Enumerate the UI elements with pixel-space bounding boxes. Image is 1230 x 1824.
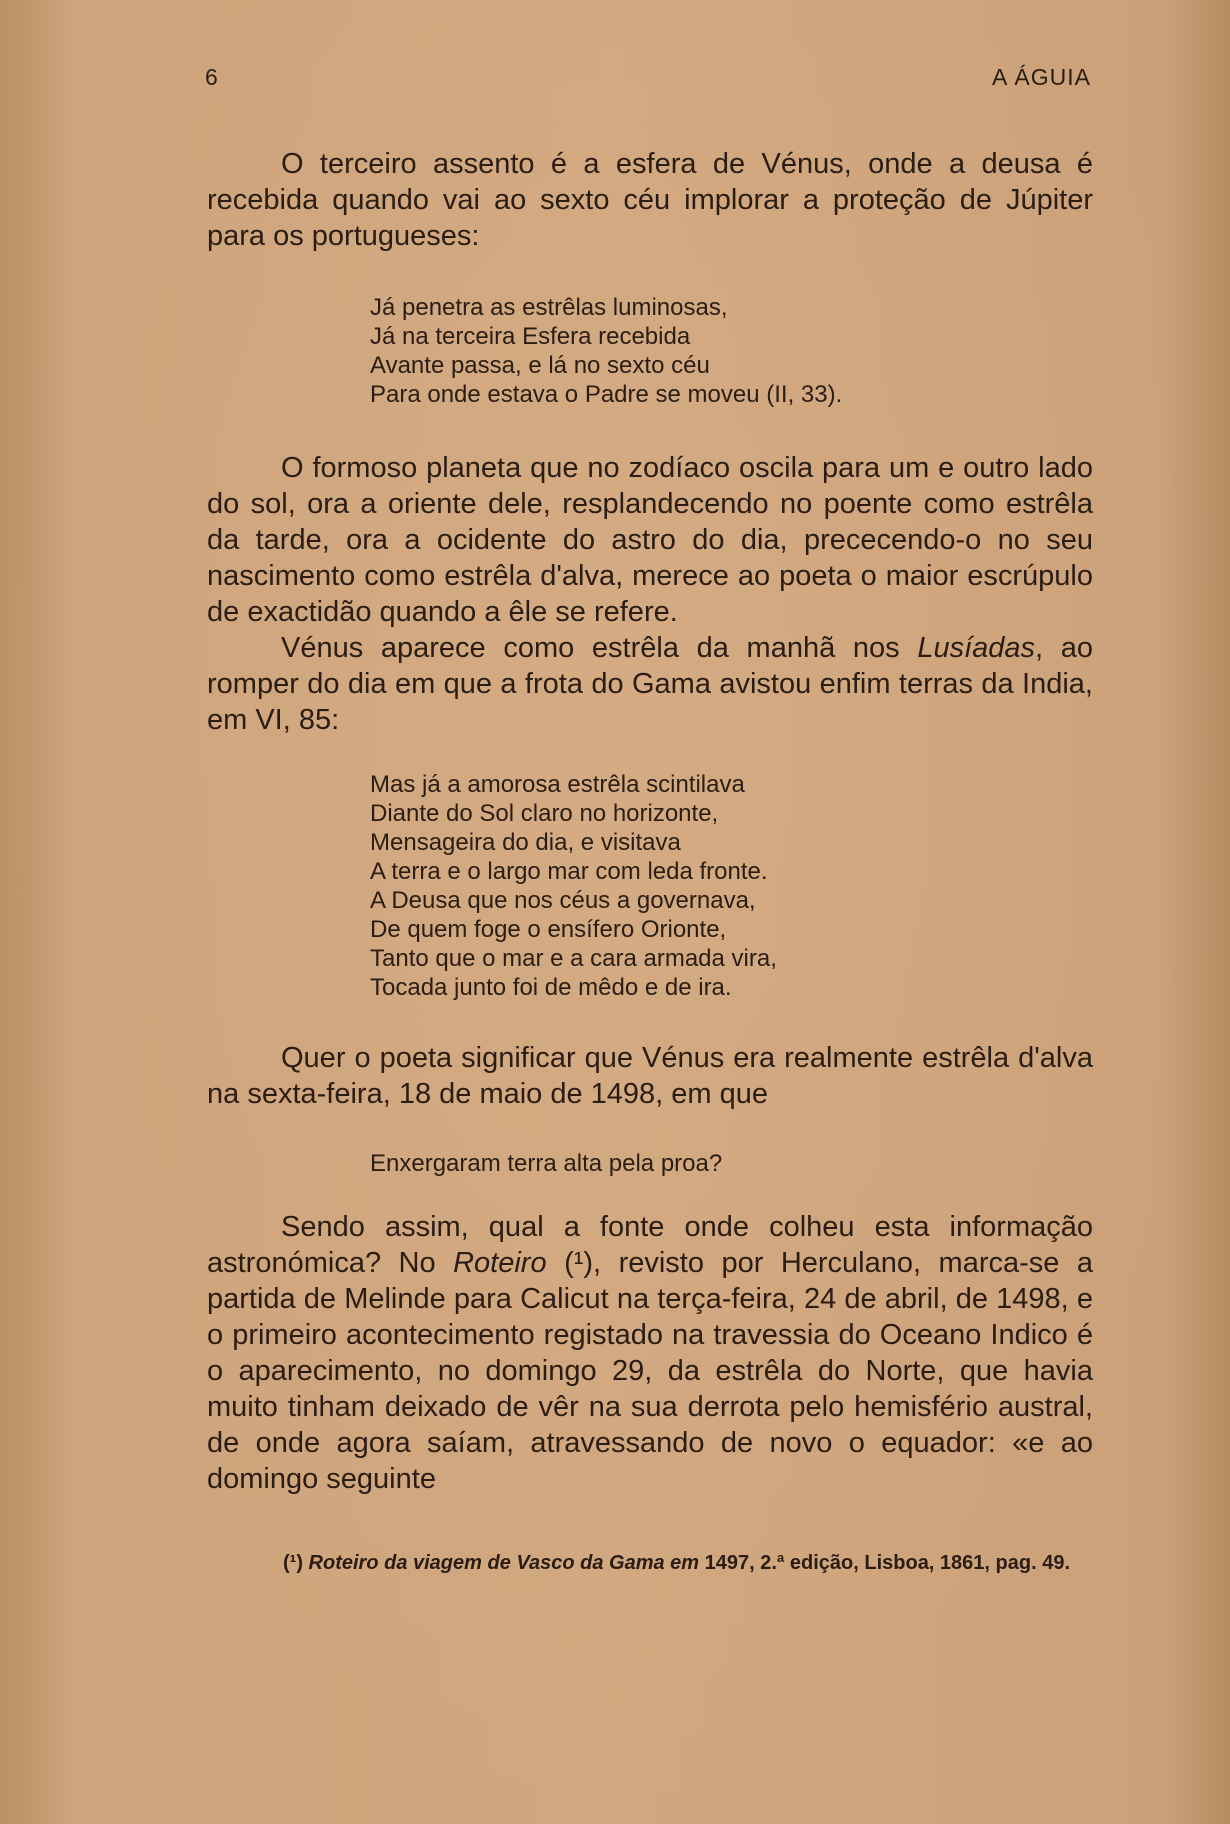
verse-quote-1 bbox=[370, 293, 1070, 409]
footnote-reference: (¹) bbox=[564, 1247, 594, 1279]
footnote-marker: (¹) bbox=[283, 1552, 303, 1574]
paragraph-4 bbox=[207, 1040, 1093, 1112]
verse-line: A Deusa que nos céus a governava, bbox=[370, 887, 756, 914]
running-title: A ÁGUIA bbox=[991, 64, 1091, 90]
verse-line: Diante do Sol claro no horizonte, bbox=[370, 800, 719, 827]
paragraph-1 bbox=[207, 146, 1093, 254]
verse-line: Tocada junto foi de mêdo e de ira. bbox=[370, 974, 732, 1001]
footnote bbox=[207, 1550, 1093, 1577]
footnote-details: 1497, 2.ª edição, Lisboa, 1861, pag. 49. bbox=[704, 1552, 1071, 1574]
verse-line: Mensageira do dia, e visitava bbox=[370, 829, 681, 856]
paragraph-1-text: O terceiro assento é a esfera de Vénus, onde a deusa é recebida quando vai ao sexto céu implorar a proteção de Júpiter para os portugueses: bbox=[207, 148, 1093, 252]
paragraph-4-text: Quer o poeta significar que Vénus era realmente estrêla d'alva na sexta-feira, 18 de maio de 1498, em que bbox=[207, 1042, 1093, 1110]
verse-quote-3 bbox=[370, 1149, 1070, 1178]
paragraph-3-text bbox=[207, 630, 1093, 738]
paragraph-5-text bbox=[207, 1209, 1093, 1497]
paragraph-5-end: , revisto por Herculano, marca-se a partida de Melinde para Calicut na terça-feira, 24 de abril, de 1498, e o primeiro acontecimento registado na travessia do Oceano Indico é o aparecimento, no domingo 29, da estrêla do Norte, que havia muito tinham deixado de vêr na sua derrota pelo hemisfério austral, de onde agora saíam, atravessando de novo o equador: «e ao domingo seguinte bbox=[207, 1247, 1093, 1495]
page-number: 6 bbox=[205, 64, 219, 90]
verse-line: Tanto que o mar e a cara armada vira, bbox=[370, 945, 777, 972]
page-header bbox=[205, 60, 1091, 100]
verse-line: Já penetra as estrêlas luminosas, bbox=[370, 294, 728, 321]
verse-quote-2 bbox=[370, 770, 1070, 1002]
verse-line: Para onde estava o Padre se moveu (II, 33). bbox=[370, 381, 843, 408]
verse-line: Já na terceira Esfera recebida bbox=[370, 323, 691, 350]
roteiro-title: Roteiro bbox=[453, 1247, 547, 1279]
paragraph-3-start: Vénus aparece como estrêla da manhã nos bbox=[281, 632, 918, 664]
verse-line: Mas já a amorosa estrêla scintilava bbox=[370, 771, 745, 798]
paragraph-3-end: , ao romper do dia em que a frota do Gama avistou enfim terras da India, em VI, 85: bbox=[207, 632, 1093, 736]
paragraph-5-start: Sendo assim, qual a fonte onde colheu esta informação astronómica? No bbox=[207, 1211, 1093, 1279]
paragraph-5 bbox=[207, 1209, 1093, 1497]
lusiadas-title: Lusíadas bbox=[917, 632, 1036, 664]
verse-line: A terra e o largo mar com leda fronte. bbox=[370, 858, 768, 885]
footnote-title: Roteiro da viagem de Vasco da Gama em bbox=[308, 1552, 700, 1574]
paragraph-2-text: O formoso planeta que no zodíaco oscila para um e outro lado do sol, ora a oriente dele, resplandecendo no poente como estrêla da tarde, ora a ocidente do astro do dia, prececendo-o no seu nascimento como estrêla d'alva, merece ao poeta o maior escrúpulo de exactidão quando a êle se refere. bbox=[207, 452, 1093, 628]
paragraph-2 bbox=[207, 450, 1093, 738]
verse-line: De quem foge o ensífero Orionte, bbox=[370, 916, 727, 943]
verse-line: Enxergaram terra alta pela proa? bbox=[370, 1150, 723, 1177]
verse-line: Avante passa, e lá no sexto céu bbox=[370, 352, 710, 379]
